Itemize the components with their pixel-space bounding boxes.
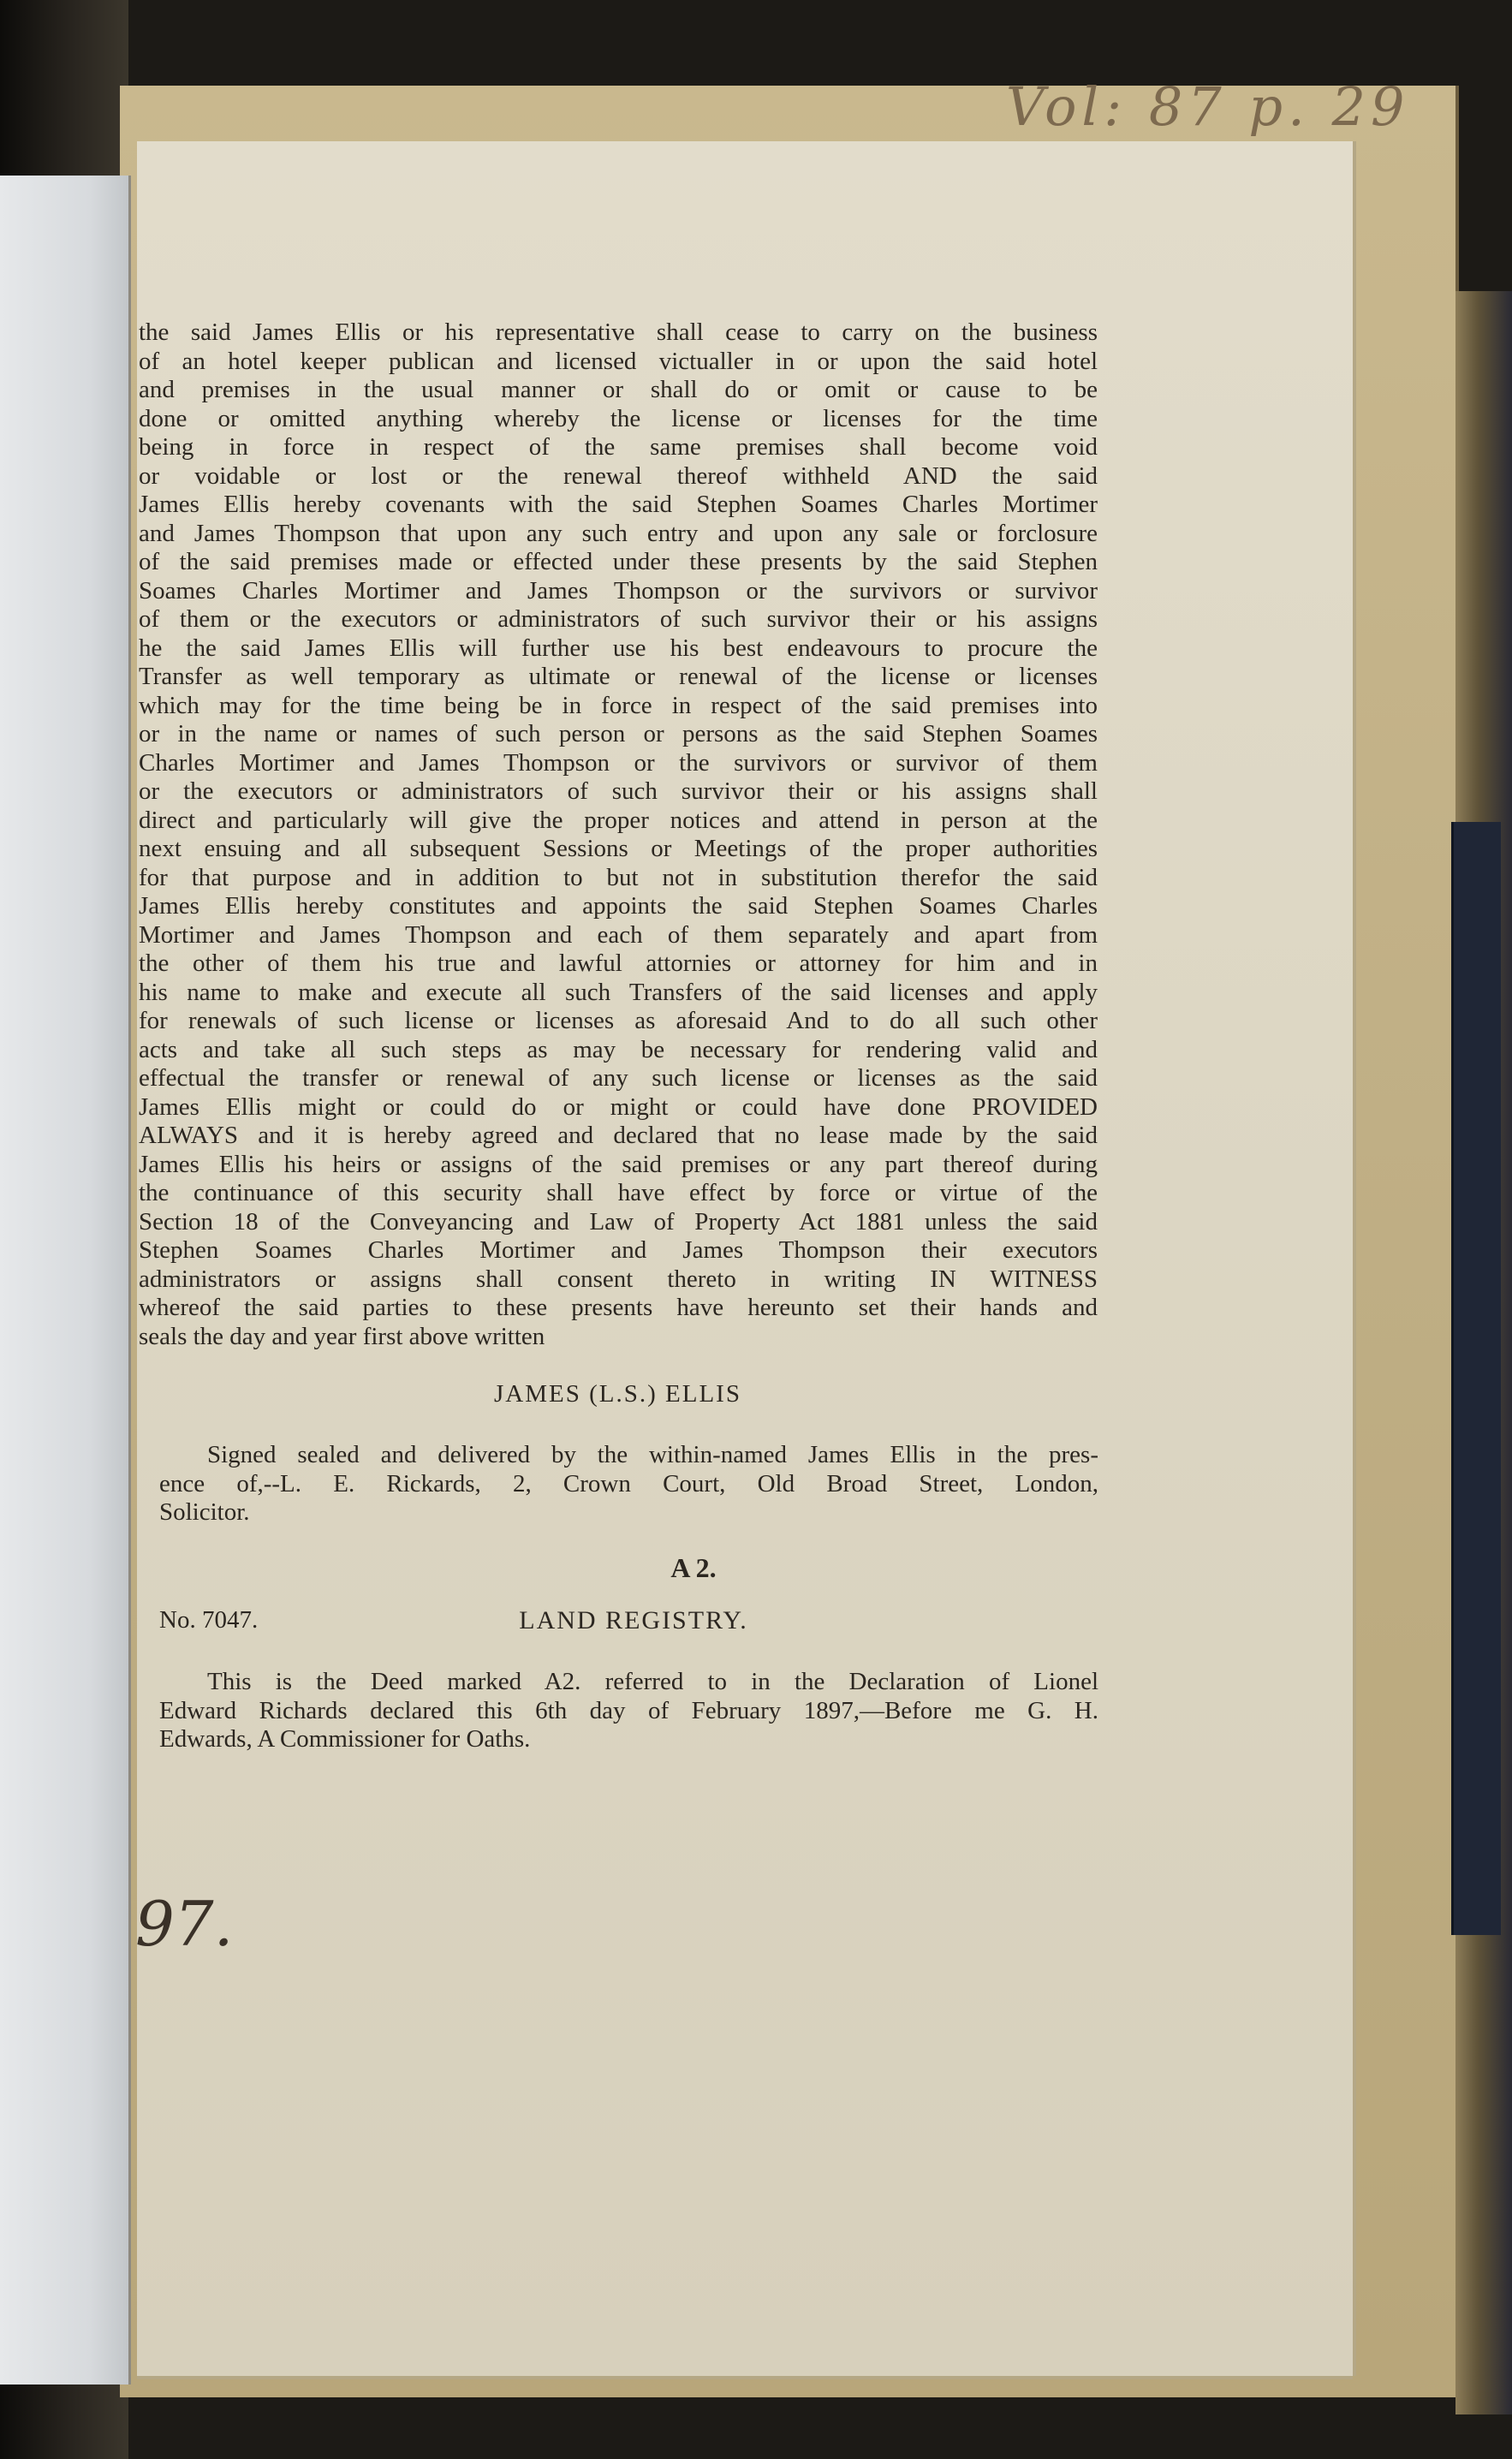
body-text-line: the other of them his true and lawful attornies or attorney for him and in bbox=[139, 950, 1098, 977]
body-text-line: for that purpose and in addition to but not in substitution therefor the said bbox=[139, 863, 1098, 891]
body-text-line: whereof the said parties to these presents have hereunto set their hands and bbox=[139, 1294, 1098, 1321]
body-text-line: James Ellis might or could do or might or could have done PROVIDED bbox=[139, 1093, 1098, 1121]
registry-title: LAND REGISTRY. bbox=[519, 1606, 748, 1634]
body-text-line: Mortimer and James Thompson and each of them separately and apart from bbox=[139, 920, 1098, 949]
body-text-line: the said James Ellis or his representative shall cease to carry on the business bbox=[139, 319, 1098, 346]
body-text-line: James Ellis hereby covenants with the said Stephen Soames Charles Mortimer bbox=[139, 491, 1098, 518]
body-text-line: administrators or assigns shall consent thereto in writing IN WITNESS bbox=[139, 1265, 1098, 1293]
margin-annotation: 97. bbox=[135, 1888, 234, 1960]
body-text-line: being in force in respect of the same premises shall become void bbox=[139, 433, 1098, 461]
attestation-line: Solicitor. bbox=[159, 1498, 250, 1526]
registry-number: No. 7047. bbox=[159, 1606, 259, 1634]
signature-line: JAMES (L.S.) ELLIS bbox=[494, 1380, 741, 1408]
body-text-line: for renewals of such license or licenses as aforesaid And to do all such other bbox=[139, 1007, 1098, 1034]
guard-strip bbox=[0, 176, 131, 2385]
body-text-line: Stephen Soames Charles Mortimer and James Thompson their executors bbox=[139, 1236, 1098, 1264]
body-text-line: which may for the time being be in force in respect of the said premises into bbox=[139, 691, 1098, 719]
body-text-line: or the executors or administrators of such survivor their or his assigns shall bbox=[139, 777, 1098, 805]
body-text-line: his name to make and execute all such Transfers of the said licenses and apply bbox=[139, 978, 1098, 1006]
attestation-clause bbox=[159, 1441, 1098, 1527]
body-text-line: and premises in the usual manner or shall do or omit or cause to be bbox=[139, 376, 1098, 403]
deed-body-text bbox=[139, 319, 1098, 1351]
body-text-line: of the said premises made or effected under these presents by the said Stephen bbox=[139, 548, 1098, 575]
body-text-line: Soames Charles Mortimer and James Thompson or the survivors or survivor bbox=[139, 576, 1098, 604]
declaration-line: This is the Deed marked A2. referred to in the Declaration of Lionel bbox=[207, 1668, 1098, 1695]
body-text-line: effectual the transfer or renewal of any such license or licenses as the said bbox=[139, 1064, 1098, 1092]
declaration-line: Edward Richards declared this 6th day of February 1897,—Before me G. H. bbox=[159, 1696, 1098, 1724]
body-text-line: or in the name or names of such person or persons as the said Stephen Soames bbox=[139, 720, 1098, 747]
body-text-line: direct and particularly will give the proper notices and attend in person at the bbox=[139, 806, 1098, 834]
attestation-line: Signed sealed and delivered by the within-named James Ellis in the pres- bbox=[207, 1441, 1098, 1468]
exhibit-heading: A 2. bbox=[670, 1552, 717, 1583]
body-text-line: he the said James Ellis will further use his best endeavours to procure the bbox=[139, 634, 1098, 662]
body-text-line: done or omitted anything whereby the license or licenses for the time bbox=[139, 404, 1098, 432]
body-text-line: ALWAYS and it is hereby agreed and declared that no lease made by the said bbox=[139, 1122, 1098, 1149]
exhibit-declaration bbox=[159, 1668, 1098, 1754]
binding-tab bbox=[1451, 822, 1501, 1935]
body-text-line: of them or the executors or administrators of such survivor their or his assigns bbox=[139, 605, 1098, 633]
body-text-line: acts and take all such steps as may be necessary for rendering valid and bbox=[139, 1035, 1098, 1063]
attestation-line: ence of,--L. E. Rickards, 2, Crown Court, Old Broad Street, London, bbox=[159, 1469, 1098, 1497]
body-text-line: Charles Mortimer and James Thompson or the survivors or survivor of them bbox=[139, 748, 1098, 777]
body-text-line: next ensuing and all subsequent Sessions or Meetings of the proper authorities bbox=[139, 835, 1098, 862]
body-text-line: James Ellis hereby constitutes and appoints the said Stephen Soames Charles bbox=[139, 892, 1098, 920]
body-text-line: the continuance of this security shall have effect by force or virtue of the bbox=[139, 1179, 1098, 1206]
body-text-line: seals the day and year first above written bbox=[139, 1322, 545, 1350]
body-text-line: Transfer as well temporary as ultimate or renewal of the license or licenses bbox=[139, 663, 1098, 690]
body-text-line: James Ellis his heirs or assigns of the said premises or any part thereof during bbox=[139, 1150, 1098, 1178]
volume-note: Vol: 87 p. 29 bbox=[1006, 75, 1410, 138]
body-text-line: and James Thompson that upon any such entry and upon any sale or forclosure bbox=[139, 519, 1098, 547]
body-text-line: of an hotel keeper publican and licensed victualler in or upon the said hotel bbox=[139, 347, 1098, 375]
body-text-line: Section 18 of the Conveyancing and Law of Property Act 1881 unless the said bbox=[139, 1207, 1098, 1235]
body-text-line: or voidable or lost or the renewal thereof withheld AND the said bbox=[139, 461, 1098, 490]
declaration-line: Edwards, A Commissioner for Oaths. bbox=[159, 1725, 531, 1753]
